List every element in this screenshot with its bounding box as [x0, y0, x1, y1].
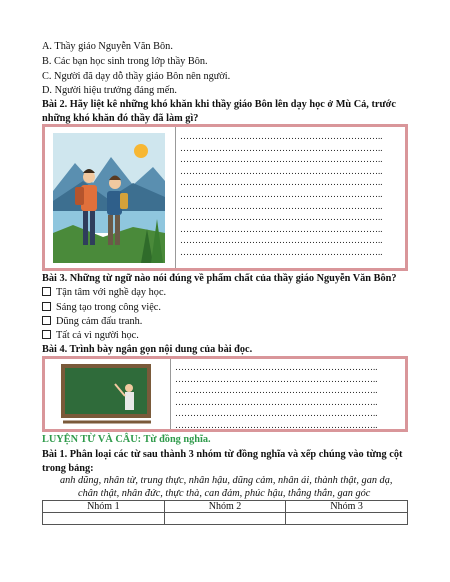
- bai2-answer-box: [42, 124, 408, 271]
- checkbox[interactable]: [42, 330, 51, 339]
- bai3-title: Bài 3. Những từ ngữ nào nói đúng về phẩm chất của thầy giáo Nguyễn Văn Bôn?: [42, 273, 397, 284]
- checkbox[interactable]: [42, 287, 51, 296]
- bai4-dotted-lines: [175, 362, 378, 432]
- dotted-line: …………………………………………………………..: [175, 385, 378, 396]
- table-header-row: [43, 501, 408, 513]
- word-list-line2: chân thật, nhân đức, thực thà, can đảm, phúc hậu, thẳng thắn, gan góc: [78, 488, 371, 499]
- box-divider: [170, 359, 171, 429]
- bai2-dotted-lines: [180, 131, 383, 259]
- dotted-line: …………………………………………………………..: [180, 212, 383, 223]
- dotted-line: …………………………………………………………..: [175, 396, 378, 407]
- bai3-option-4[interactable]: Tất cả vì người học.: [42, 329, 139, 343]
- dotted-line: …………………………………………………………..: [180, 235, 383, 246]
- box-divider: [175, 127, 176, 268]
- dotted-line: …………………………………………………………..: [175, 419, 378, 430]
- grouping-table: [42, 500, 408, 525]
- table-row: [43, 513, 408, 525]
- dotted-line: …………………………………………………………..: [180, 200, 383, 211]
- checkbox[interactable]: [42, 302, 51, 311]
- option-c: C. Người đã dạy dỗ thầy giáo Bôn nên người.: [42, 71, 231, 82]
- option-b: B. Các bạn học sinh trong lớp thầy Bôn.: [42, 56, 208, 67]
- option-d: D. Người hiệu trưởng đáng mến.: [42, 85, 178, 96]
- dotted-line: …………………………………………………………..: [180, 177, 383, 188]
- hiking-couple-illustration: [53, 133, 165, 263]
- bai2-title-line1: Bài 2. Hãy liệt kê những khó khăn khi thầy giáo Bôn lên dạy học ở Mù Cả, trước: [42, 99, 396, 110]
- dotted-line: …………………………………………………………..: [180, 131, 383, 141]
- option-a: A. Thầy giáo Nguyễn Văn Bôn.: [42, 41, 173, 52]
- dotted-line: …………………………………………………………..: [180, 142, 383, 153]
- answer-cell[interactable]: [286, 513, 408, 525]
- bai3-option-3[interactable]: Dũng cảm đấu tranh.: [42, 315, 142, 329]
- bai3-option-2[interactable]: Sáng tạo trong công việc.: [42, 301, 161, 315]
- header-nhom-3: Nhóm 3: [286, 501, 408, 513]
- header-nhom-2: Nhóm 2: [164, 501, 286, 513]
- ex1-title-line1: Bài 1. Phân loại các từ sau thành 3 nhóm từ đồng nghĩa và xếp chúng vào từng cột: [42, 449, 403, 460]
- section-heading: LUYỆN TỪ VÀ CÂU: Từ đồng nghĩa.: [42, 434, 211, 445]
- header-nhom-1: Nhóm 1: [43, 501, 165, 513]
- dotted-line: …………………………………………………………..: [180, 188, 383, 199]
- bai2-title-line2: những khó khăn đó thầy đã làm gì?: [42, 113, 199, 124]
- dotted-line: …………………………………………………………..: [180, 154, 383, 165]
- answer-cell[interactable]: [164, 513, 286, 525]
- answer-cell[interactable]: [43, 513, 165, 525]
- word-list-line1: anh dũng, nhân từ, trung thực, nhân hậu, dũng cảm, nhân ái, thành thật, gan dạ,: [60, 475, 393, 486]
- bai4-title: Bài 4. Trình bày ngắn gọn nội dung của bài đọc.: [42, 344, 253, 355]
- dotted-line: …………………………………………………………..: [175, 373, 378, 384]
- ex1-title-line2: trong bảng:: [42, 463, 94, 474]
- teacher-blackboard-illustration: [59, 362, 157, 428]
- dotted-line: …………………………………………………………..: [180, 165, 383, 176]
- dotted-line: …………………………………………………………..: [175, 408, 378, 419]
- dotted-line: …………………………………………………………..: [180, 246, 383, 257]
- bai3-option-1[interactable]: Tận tâm với nghề dạy học.: [42, 286, 166, 300]
- dotted-line: …………………………………………………………..: [180, 223, 383, 234]
- checkbox[interactable]: [42, 316, 51, 325]
- bai4-answer-box: [42, 356, 408, 432]
- dotted-line: …………………………………………………………..: [175, 362, 378, 372]
